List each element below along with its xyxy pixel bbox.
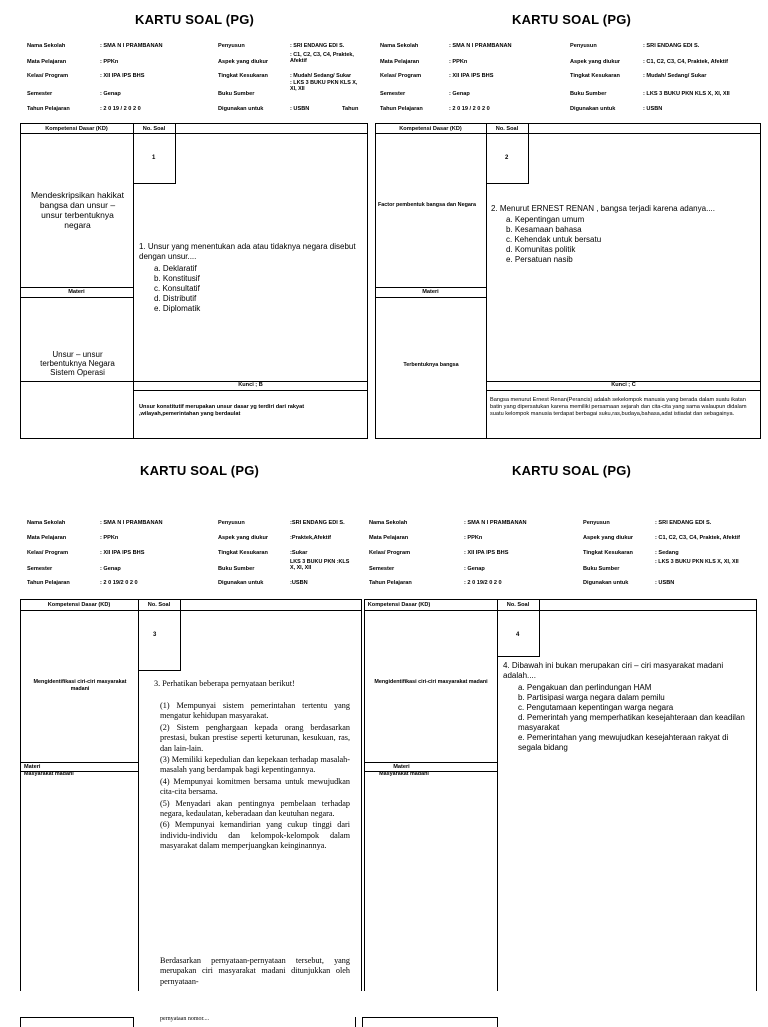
label-kelas: Kelas/ Program — [380, 73, 422, 79]
value-tahun: : 2 0 19 / 2 0 2 0 — [449, 106, 490, 112]
value-kelas: : XII IPA IPS BHS — [100, 550, 145, 556]
option-d: d. Komunitas politik — [506, 245, 576, 254]
value-tingkat: : Mudah/ Sedang/ Sukar — [290, 73, 352, 79]
option-d: d. Distributif — [154, 294, 197, 303]
option-b: b. Partisipasi warga negara dalam pemilu — [518, 693, 665, 702]
value-digunakan: : USBN — [643, 106, 663, 112]
no-soal: 2 — [505, 155, 509, 161]
label-tingkat: Tingkat Kesukaran — [218, 550, 268, 556]
extra-tahun-label: Tahun — [342, 106, 359, 112]
label-mapel: Mata Pelajaran — [27, 59, 67, 65]
label-semester: Semester — [380, 91, 406, 97]
label-kelas: Kelas/ Program — [27, 73, 69, 79]
value-nama-sekolah: : SMA N I PRAMBANAN — [100, 43, 163, 49]
value-nama-sekolah: : SMA N I PRAMBANAN — [464, 520, 527, 526]
value-mapel: : PPKn — [449, 59, 468, 65]
statements-list — [160, 701, 350, 853]
value-penyusun: : SRI ENDANG EDI S. — [643, 43, 700, 49]
value-buku: LKS 3 BUKU PKN :KLS X, XI, XII — [290, 559, 350, 571]
label-digunakan: Digunakan untuk — [583, 580, 629, 586]
option-b: b. Konstitusif — [154, 274, 200, 283]
no-soal-header: No. Soal — [147, 602, 171, 608]
option-e: e. Pemerintahan yang mewujudkan kesejahteraan rakyat di segala bidang — [518, 733, 729, 752]
label-buku: Buku Sumber — [583, 566, 620, 572]
label-nama-sekolah: Nama Sekolah — [27, 520, 66, 526]
label-tahun: Tahun Pelajaran — [369, 580, 412, 586]
no-soal: 4 — [516, 632, 520, 638]
no-soal: 3 — [153, 632, 157, 638]
materi-text: Masyarakat madani — [24, 771, 74, 777]
question: 2. Menurut ERNEST RENAN , bangsa terjadi karena adanya.... — [491, 204, 715, 213]
value-kelas: : XII IPA IPS BHS — [100, 73, 145, 79]
value-aspek: : C1, C2, C3, C4, Praktek, Afektif — [643, 59, 728, 65]
no-soal-header: No. Soal — [506, 602, 530, 608]
label-aspek: Aspek yang diukur — [583, 535, 634, 541]
kd-text: Mengidentifikasi ciri-ciri masyarakat madani — [374, 679, 488, 685]
kunci: Kunci ; B — [238, 382, 263, 388]
statement-1: (1) Mempunyai sistem pemerintahan tertentu yang mengatur kehidupan masyarakat. — [160, 701, 350, 721]
label-tingkat: Tingkat Kesukaran — [583, 550, 633, 556]
statement-4: (4) Mempunyai komitmen bersama untuk mewujudkan cita-cita bersama. — [160, 776, 350, 797]
materi-header: Materi — [393, 764, 410, 770]
value-semester: : Genap — [449, 91, 470, 97]
materi-text: Masyarakat madani — [379, 771, 429, 777]
card-title: KARTU SOAL (PG) — [512, 12, 632, 27]
value-buku: : LKS 3 BUKU PKN KLS X, XI, XII — [643, 91, 730, 97]
question: 4. Dibawah ini bukan merupakan ciri – ciri masyarakat madani adalah.... — [503, 661, 724, 680]
card-title: KARTU SOAL (PG) — [512, 463, 632, 478]
kd-text: Mengidentifikasi ciri-ciri masyarakat madani — [33, 679, 127, 692]
value-digunakan: : USBN — [655, 580, 675, 586]
value-aspek: : C1, C2, C3, C4, Praktek, Afektif — [655, 535, 740, 541]
label-kelas: Kelas/ Program — [27, 550, 69, 556]
pembahasan: Bangsa menurut Ernest Renan(Perancis) adalah sekelompok manusia yang berada dalam suatu ikatan batin yang dipersatukan karena memiliki persamaan sejarah dan cita-cita yang sama walaupun didalam suatu kelompok manusia terdapat berbagai suku,ras,budaya,bahasa,adat istiadat dan sebagainya. — [490, 397, 747, 417]
value-mapel: : PPKn — [100, 59, 119, 65]
kd-header: Kompetensi Dasar (KD) — [45, 126, 108, 132]
label-penyusun: Penyusun — [570, 43, 597, 49]
bottom-fragment: pernyataan nomor.... — [160, 1016, 210, 1022]
value-semester: : Genap — [100, 566, 121, 572]
statement-5: (5) Menyadari akan pentingnya pembelaan terhadap negara, kedaulatan, keberadaan dan keutuhan negara. — [160, 798, 350, 819]
value-digunakan: : USBN — [290, 106, 310, 112]
label-penyusun: Penyusun — [218, 43, 245, 49]
value-tahun: : 2 0 19/2 0 2 0 — [100, 580, 138, 586]
label-tingkat: Tingkat Kesukaran — [570, 73, 620, 79]
option-c: c. Konsultatif — [154, 284, 200, 293]
label-aspek: Aspek yang diukur — [218, 59, 269, 65]
value-penyusun: : SRI ENDANG EDI S. — [290, 43, 345, 49]
label-semester: Semester — [27, 566, 53, 572]
value-tahun: : 2 0 19/2 0 2 0 — [464, 580, 502, 586]
label-kelas: Kelas/ Program — [369, 550, 411, 556]
no-soal-header: No. Soal — [142, 126, 166, 132]
value-nama-sekolah: : SMA N I PRAMBANAN — [449, 43, 512, 49]
option-c: c. Pengutamaan kepentingan warga negara — [518, 703, 674, 712]
label-tingkat: Tingkat Kesukaran — [218, 73, 268, 79]
value-semester: : Genap — [464, 566, 485, 572]
question: 1. Unsur yang menentukan ada atau tidaknya negara disebut dengan unsur.... — [139, 242, 356, 261]
label-buku: Buku Sumber — [218, 91, 255, 97]
value-mapel: : PPKn — [100, 535, 119, 541]
statement-3: (3) Memiliki kepedulian dan kepekaan terhadap masalah-masalah yang berdampak bagi kepentingannya. — [160, 755, 350, 775]
kd-header: Kompetensi Dasar (KD) — [47, 602, 111, 608]
value-tingkat: : Mudah/ Sedang/ Sukar — [643, 73, 707, 79]
option-a: a. Deklaratif — [154, 264, 197, 273]
options-list — [506, 215, 601, 265]
label-tahun: Tahun Pelajaran — [27, 106, 70, 112]
option-c: c. Kehendak untuk bersatu — [506, 235, 602, 244]
label-tahun: Tahun Pelajaran — [27, 580, 70, 586]
kd-text: Mendeskripsikan hakikat bangsa dan unsur – unsur terbentuknya negara — [30, 190, 125, 230]
label-digunakan: Digunakan untuk — [218, 106, 264, 112]
kd-header: Kompetensi Dasar (KD) — [367, 602, 431, 608]
label-digunakan: Digunakan untuk — [570, 106, 616, 112]
label-buku: Buku Sumber — [570, 91, 607, 97]
statement-2: (2) Sistem penghargaan kepada orang berdasarkan prestasi, bukan prestise seperti keturunan, kesukuan, ras, dan lain-lain. — [160, 722, 350, 753]
value-aspek: :Praktek,Afektif — [290, 535, 332, 541]
materi-text: Unsur – unsur terbentuknya Negara Sistem Operasi — [40, 350, 115, 377]
value-penyusun: : SRI ENDANG EDI S. — [655, 520, 712, 526]
label-aspek: Aspek yang diukur — [570, 59, 621, 65]
value-digunakan: :USBN — [290, 580, 308, 586]
value-buku: : LKS 3 BUKU PKN KLS X, XI, XII — [655, 559, 739, 565]
label-nama-sekolah: Nama Sekolah — [369, 520, 408, 526]
option-d: d. Pemerintah yang memperhatikan kesejahteraan dan keadilan masyarakat — [518, 713, 745, 732]
soal-table — [375, 123, 761, 439]
no-soal: 1 — [152, 155, 156, 161]
value-kelas: : XII IPA IPS BHS — [464, 550, 509, 556]
label-mapel: Mata Pelajaran — [27, 535, 67, 541]
kunci: Kunci ; C — [611, 382, 636, 388]
value-tingkat: :Sukar — [290, 550, 308, 556]
card-title: KARTU SOAL (PG) — [140, 463, 260, 478]
label-nama-sekolah: Nama Sekolah — [380, 43, 419, 49]
value-tahun: : 2 0 19 / 2 0 2 0 — [100, 106, 141, 112]
value-tingkat: : Sedang — [655, 550, 679, 556]
value-aspek: : C1, C2, C3, C4, Praktek, Afektif — [290, 52, 354, 64]
option-a: a. Pengakuan dan perlindungan HAM — [518, 683, 652, 692]
options-list — [154, 264, 200, 314]
label-penyusun: Penyusun — [218, 520, 245, 526]
options-list — [518, 683, 752, 753]
label-mapel: Mata Pelajaran — [369, 535, 409, 541]
value-nama-sekolah: : SMA N I PRAMBANAN — [100, 520, 163, 526]
card-title: KARTU SOAL (PG) — [135, 12, 255, 27]
no-soal-header: No. Soal — [495, 126, 519, 132]
value-kelas: : XII IPA IPS BHS — [449, 73, 494, 79]
materi-header: Materi — [24, 764, 41, 770]
label-tahun: Tahun Pelajaran — [380, 106, 423, 112]
label-semester: Semester — [369, 566, 395, 572]
value-buku: : LKS 3 BUKU PKN KLS X, XI, XII — [290, 80, 358, 92]
pembahasan: Unsur konstitutif merupakan unsur dasar yg terdiri dari rakyat ,wilayah,pemerintahan yang berdaulat — [139, 404, 305, 417]
materi-header: Materi — [422, 289, 439, 295]
label-buku: Buku Sumber — [218, 566, 255, 572]
value-penyusun: :SRI ENDANG EDI S. — [290, 520, 345, 526]
value-mapel: : PPKn — [464, 535, 483, 541]
option-e: e. Diplomatik — [154, 304, 201, 313]
label-semester: Semester — [27, 91, 53, 97]
label-digunakan: Digunakan untuk — [218, 580, 264, 586]
label-penyusun: Penyusun — [583, 520, 610, 526]
question-closing: Berdasarkan pernyataan-pernyataan tersebut, yang merupakan ciri masyarakat madani ditunjukkan oleh pernyataan- — [160, 956, 350, 986]
value-semester: : Genap — [100, 91, 121, 97]
kd-text: Factor pembentuk bangsa dan Negara — [378, 202, 476, 208]
option-a: a. Kepentingan umum — [506, 215, 585, 224]
label-aspek: Aspek yang diukur — [218, 535, 269, 541]
label-mapel: Mata Pelajaran — [380, 59, 420, 65]
question: 3. Perhatikan beberapa pernyataan berikut! — [154, 679, 295, 688]
statement-6: (6) Mempunyai kemandirian yang cukup tinggi dari individu-individu dan kelompok-kelompok dalam masyarakat dalam memperjuangkan keinginannya. — [160, 820, 350, 851]
label-nama-sekolah: Nama Sekolah — [27, 43, 66, 49]
kd-header: Kompetensi Dasar (KD) — [399, 126, 462, 132]
option-e: e. Persatuan nasib — [506, 255, 573, 264]
materi-text: Terbentuknya bangsa — [403, 362, 459, 368]
materi-header: Materi — [68, 289, 85, 295]
option-b: b. Kesamaan bahasa — [506, 225, 582, 234]
